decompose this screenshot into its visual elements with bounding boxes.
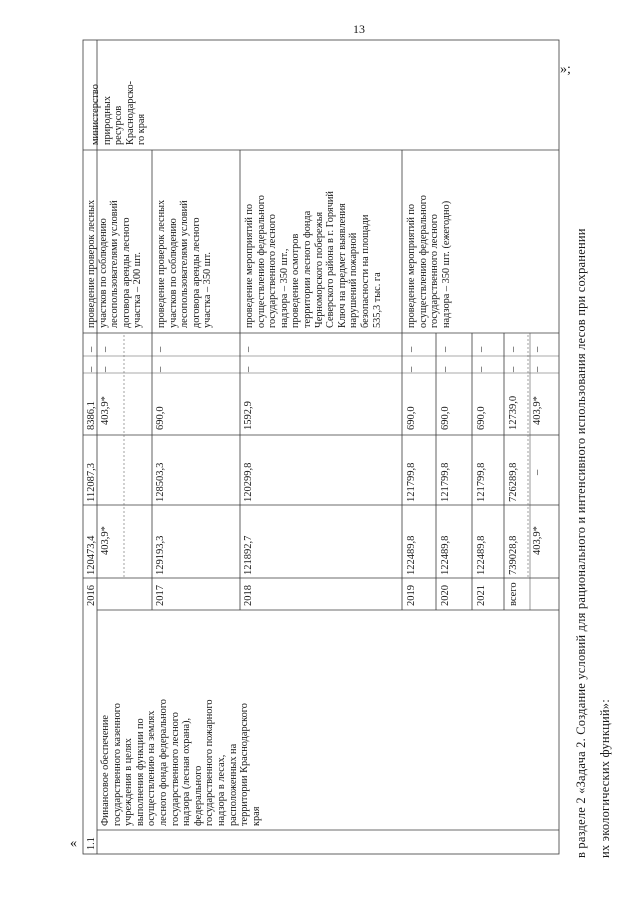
local-2016: – [86, 366, 97, 372]
year-2021: 2021 [476, 585, 487, 606]
regional-2019: 690,0 [406, 406, 417, 430]
total-2021: 122489,8 [476, 535, 487, 575]
total-extra-2016: 403,9* [100, 526, 111, 555]
year-2017: 2017 [155, 585, 166, 606]
total-2017: 129193,3 [155, 535, 166, 575]
local-all-extra: – [532, 366, 543, 372]
regional-2021: 690,0 [476, 406, 487, 430]
year-total: всего [508, 582, 519, 606]
local-2018: – [243, 366, 254, 372]
result-2019: проведение мероприятий по осуществлению федерального государственного лесного надзора – 350 шт. (ежегодно) [406, 195, 452, 328]
other-2019: – [406, 346, 417, 352]
federal-2019: 121799,8 [406, 462, 417, 502]
result-2016: проведение проверок лесных участков по соблюдению лесопользователями условий договора аренды лесного участка – 200 шт. [86, 199, 144, 328]
federal-2018: 120299,8 [243, 462, 254, 502]
other-all-extra: – [532, 346, 543, 352]
local-2020: – [440, 366, 451, 372]
open-quote: « [70, 836, 77, 851]
other-all: – [508, 346, 519, 352]
local-2017: – [155, 366, 166, 372]
result-2017: проведение проверок лесных участков по соблюдению лесопользователями условий договора аренды лесного участка – 350 шт. [156, 199, 214, 328]
measure-name: Финансовое обеспечение государственного казенного учреждения в целях выполнения функции по осуществлению на землях лесного фонда федерального государственного лесного надзора (лесная охрана), федерального государственного пожарного надзора в лесах, расположенных на территории Краснодарского края [100, 699, 262, 826]
year-2020: 2020 [440, 585, 451, 606]
result-2018: проведение мероприятий по осуществлению федерального государственного лесного надзора – 350 шт., проведение осмотров территории лесного фонда Черноморского побережья Северского района в г. Горячий Ключ на предмет выявления нарушений пожарной безопасности на площади 535,3 тыс. га [244, 191, 383, 328]
regional-all: 12739,0 [508, 395, 519, 430]
other-2020: – [440, 346, 451, 352]
other-2017: – [155, 346, 166, 352]
local-all: – [508, 366, 519, 372]
local-2019: – [406, 366, 417, 372]
year-2018: 2018 [243, 585, 254, 606]
row-number: 1.1 [86, 837, 97, 850]
federal-2020: 121799,8 [440, 462, 451, 502]
regional-2020: 690,0 [440, 406, 451, 430]
regional-2016: 8386,1 [86, 401, 97, 430]
federal-2017: 128503,3 [155, 462, 166, 502]
total-all-extra: 403,9* [532, 526, 543, 555]
regional-all-extra: 403,9* [532, 396, 543, 425]
regional-2017: 690,0 [155, 406, 166, 430]
total-2016: 120473,4 [86, 535, 97, 575]
federal-all-extra: – [532, 469, 543, 475]
local-2021: – [476, 366, 487, 372]
page-number: 13 [353, 22, 365, 36]
total-2019: 122489,8 [406, 535, 417, 575]
total-2020: 122489,8 [440, 535, 451, 575]
total-all: 739028,8 [508, 535, 519, 575]
year-2019: 2019 [406, 585, 417, 606]
federal-2016: 112087,3 [86, 463, 97, 502]
total-2018: 121892,7 [243, 535, 254, 575]
footer-line-2: их экологических функций»: [598, 699, 612, 858]
other-extra-2016: – [100, 346, 111, 352]
other-2021: – [476, 346, 487, 352]
year-2016: 2016 [86, 585, 97, 606]
executor-name: министерство природных ресурсов Краснодарско- го края [90, 80, 148, 145]
regional-2018: 1592,9 [243, 401, 254, 430]
close-quote: »; [560, 62, 571, 77]
other-2016: – [86, 346, 97, 352]
federal-all: 726289,8 [508, 462, 519, 502]
other-2018: – [243, 346, 254, 352]
local-extra-2016: – [100, 366, 111, 372]
regional-extra-2016: 403,9* [100, 396, 111, 425]
federal-2021: 121799,8 [476, 462, 487, 502]
footer-line-1: в разделе 2 «Задача 2. Создание условий для рационального и интенсивного использования лесов при сохранении [574, 228, 588, 858]
